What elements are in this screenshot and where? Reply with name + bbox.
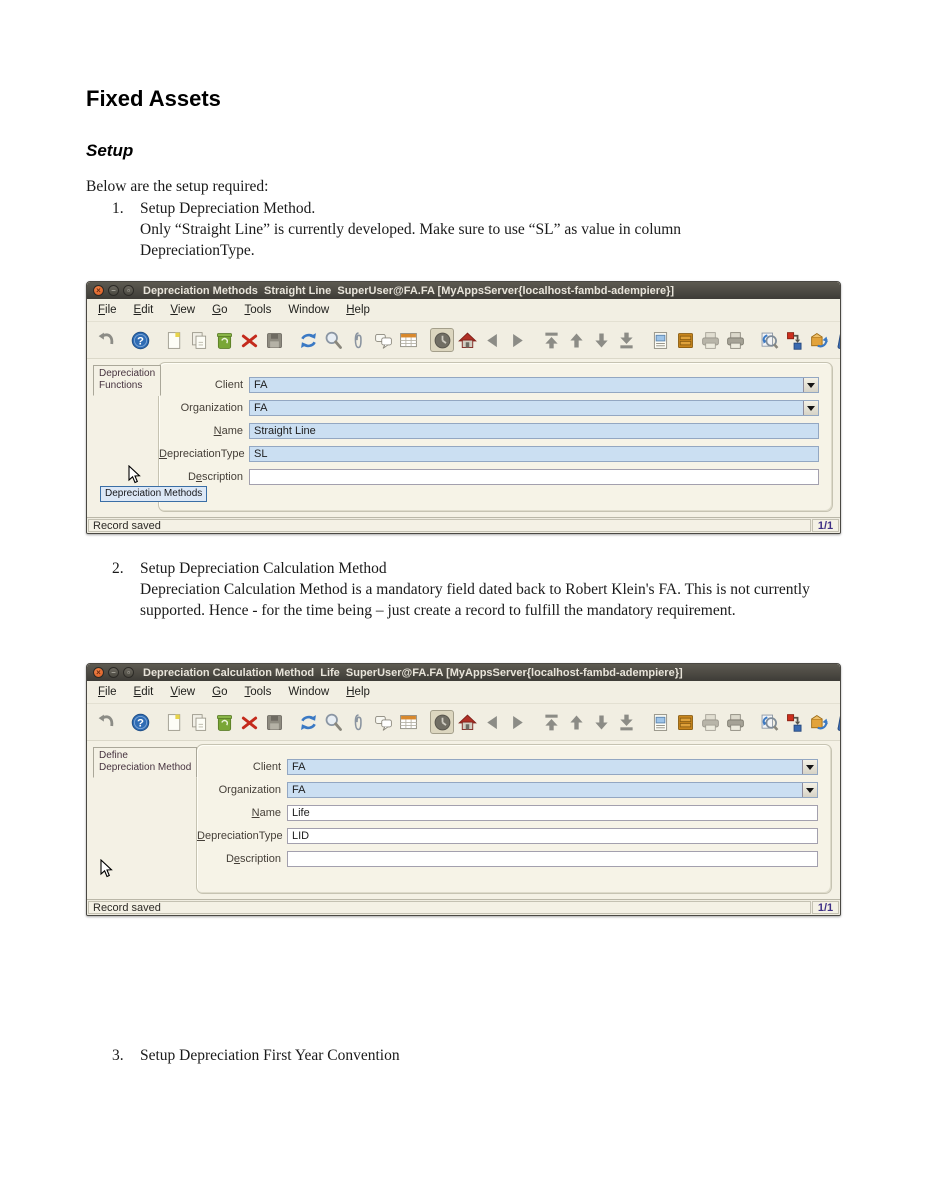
maximize-button[interactable]: ▫ <box>123 285 134 296</box>
record-indicator: 1/1 <box>812 519 839 532</box>
mouse-cursor <box>128 465 141 484</box>
chat-icon[interactable] <box>371 710 395 734</box>
field-row <box>159 376 832 393</box>
side-tab[interactable] <box>93 365 161 396</box>
request-icon[interactable] <box>807 710 831 734</box>
list-number: 3. <box>112 1047 124 1064</box>
attachment-icon[interactable] <box>346 710 370 734</box>
list-number: 1. <box>112 200 124 217</box>
menu-item-help[interactable]: Help <box>346 304 370 316</box>
window-title: Depreciation Calculation Method Life SuperUser@FA.FA [MyAppsServer{localhost-fambd-adempiere}] <box>143 666 683 679</box>
status-bar <box>87 517 840 533</box>
field-row <box>197 758 831 775</box>
maximize-button[interactable]: ▫ <box>123 667 134 678</box>
new-record-icon[interactable] <box>162 710 186 734</box>
save-icon[interactable] <box>262 328 286 352</box>
menu-item-go[interactable]: Go <box>212 686 228 698</box>
field-row <box>159 399 832 416</box>
form-panel <box>196 744 832 894</box>
window-title: Depreciation Methods Straight Line SuperUser@FA.FA [MyAppsServer{localhost-fambd-adempiere}] <box>143 284 675 297</box>
field-value: Straight Line <box>254 424 316 437</box>
field-input-depreciationtype[interactable] <box>287 828 818 844</box>
app-window-depreciation-methods <box>86 281 841 534</box>
parent-record-icon[interactable] <box>480 328 504 352</box>
field-input-depreciationtype[interactable] <box>249 446 819 462</box>
field-label-organization: Organization <box>218 783 281 796</box>
new-record-icon[interactable] <box>162 328 186 352</box>
copy-record-icon[interactable] <box>187 328 211 352</box>
last-record-icon[interactable] <box>614 710 638 734</box>
menu-item-file[interactable]: File <box>98 304 117 316</box>
record-indicator: 1/1 <box>812 901 839 914</box>
field-row <box>159 422 832 439</box>
list-item-1 <box>112 198 785 261</box>
field-value: FA <box>254 401 268 414</box>
window-main-area <box>87 740 840 899</box>
window-buttons <box>93 667 134 678</box>
list-item-2 <box>112 558 840 621</box>
dropdown-button[interactable] <box>802 783 817 797</box>
list-item-body: Only “Straight Line” is currently developed. Make sure to use “SL” as value in column DepreciationType. <box>140 221 682 259</box>
menu-item-edit[interactable]: Edit <box>133 686 154 698</box>
multi-row-toggle-icon[interactable] <box>430 328 454 352</box>
field-label-organization: Organization <box>180 401 243 414</box>
archive-icon[interactable] <box>673 328 697 352</box>
list-number: 2. <box>112 560 124 577</box>
field-label-name: Name <box>213 424 243 437</box>
find-icon[interactable] <box>321 710 345 734</box>
next-record-icon[interactable] <box>589 710 613 734</box>
undo-icon[interactable] <box>94 710 118 734</box>
close-button[interactable]: × <box>93 667 104 678</box>
menu-item-view[interactable]: View <box>170 304 196 316</box>
toolbar <box>87 322 840 358</box>
field-input-description[interactable] <box>287 851 818 867</box>
intro-text: Below are the setup required: <box>86 178 269 195</box>
menu-item-go[interactable]: Go <box>212 304 228 316</box>
find-icon[interactable] <box>321 328 345 352</box>
archive-icon[interactable] <box>673 710 697 734</box>
list-item-title: Setup Depreciation Calculation Method <box>140 560 387 577</box>
field-row <box>197 850 831 867</box>
menu-item-window[interactable]: Window <box>288 304 330 316</box>
field-input-organization[interactable] <box>249 400 819 416</box>
list-item-title: Setup Depreciation First Year Convention <box>140 1047 400 1064</box>
zoom-across-icon[interactable] <box>757 328 781 352</box>
dropdown-button[interactable] <box>803 378 818 392</box>
detail-record-icon[interactable] <box>505 328 529 352</box>
help-icon[interactable] <box>128 328 152 352</box>
refresh-icon[interactable] <box>296 710 320 734</box>
delete-record-icon[interactable] <box>212 328 236 352</box>
menu-item-edit[interactable]: Edit <box>133 304 154 316</box>
report-icon[interactable] <box>648 328 672 352</box>
first-record-icon[interactable] <box>539 710 563 734</box>
field-input-name[interactable] <box>287 805 818 821</box>
menubar <box>87 299 840 322</box>
form-panel <box>158 362 833 512</box>
field-label-name: Name <box>251 806 281 819</box>
grid-toggle-icon[interactable] <box>396 710 420 734</box>
delete-selection-icon[interactable] <box>237 710 261 734</box>
status-message: Record saved <box>88 901 811 914</box>
field-label-client: Client <box>252 760 281 773</box>
product-info-icon[interactable] <box>832 710 841 734</box>
copy-record-icon[interactable] <box>187 710 211 734</box>
window-titlebar <box>87 282 840 299</box>
menu-item-view[interactable]: View <box>170 686 196 698</box>
multi-row-toggle-icon[interactable] <box>430 710 454 734</box>
chat-icon[interactable] <box>371 328 395 352</box>
svg-text:?: ? <box>136 716 144 729</box>
menubar <box>87 681 840 704</box>
print-icon[interactable] <box>723 328 747 352</box>
side-tab-label: Depreciation <box>99 368 156 379</box>
delete-record-icon[interactable] <box>212 710 236 734</box>
field-label-description: Description <box>225 852 281 865</box>
detail-record-icon[interactable] <box>505 710 529 734</box>
field-input-description[interactable] <box>249 469 819 485</box>
grid-toggle-icon[interactable] <box>396 328 420 352</box>
home-icon[interactable] <box>455 328 479 352</box>
list-item-3 <box>112 1045 840 1066</box>
dropdown-button[interactable] <box>802 760 817 774</box>
list-item-title: Setup Depreciation Method. <box>140 200 316 217</box>
menu-item-tools[interactable]: Tools <box>244 686 272 698</box>
mouse-cursor <box>100 859 113 878</box>
request-icon[interactable] <box>807 328 831 352</box>
document-title: Fixed Assets <box>86 86 221 111</box>
save-icon[interactable] <box>262 710 286 734</box>
product-info-icon[interactable] <box>832 328 841 352</box>
side-tab-label: Depreciation Method <box>99 762 192 773</box>
home-icon[interactable] <box>455 710 479 734</box>
print-preview-icon[interactable] <box>698 710 722 734</box>
window-main-area <box>87 358 840 517</box>
field-label-client: Client <box>214 378 243 391</box>
dropdown-button[interactable] <box>803 401 818 415</box>
section-heading-setup: Setup <box>86 141 134 160</box>
field-value: Life <box>292 806 310 819</box>
minimize-button[interactable]: − <box>108 667 119 678</box>
window-titlebar <box>87 664 840 681</box>
report-icon[interactable] <box>648 710 672 734</box>
workflow-icon[interactable] <box>782 710 806 734</box>
field-input-organization[interactable] <box>287 782 818 798</box>
field-value: FA <box>292 783 306 796</box>
field-input-client[interactable] <box>249 377 819 393</box>
workflow-icon[interactable] <box>782 328 806 352</box>
menu-item-file[interactable]: File <box>98 686 117 698</box>
field-row <box>159 445 832 462</box>
status-message: Record saved <box>88 519 811 532</box>
menu-item-tools[interactable]: Tools <box>244 304 272 316</box>
next-record-icon[interactable] <box>589 328 613 352</box>
list-item-body: Depreciation Calculation Method is a mandatory field dated back to Robert Klein's FA. This is not currently supported. Hence - for the time being – just create a record to fulfill the mandatory requirement. <box>140 581 810 619</box>
side-tab[interactable] <box>93 747 197 778</box>
field-label-depreciationtype: DepreciationType <box>197 829 283 842</box>
field-value: FA <box>254 378 268 391</box>
side-tab-label: Define <box>99 750 128 761</box>
previous-record-icon[interactable] <box>564 710 588 734</box>
field-input-name[interactable] <box>249 423 819 439</box>
window-buttons <box>93 285 134 296</box>
field-row <box>197 827 831 844</box>
field-label-depreciationtype: DepreciationType <box>159 447 245 460</box>
print-icon[interactable] <box>723 710 747 734</box>
svg-text:?: ? <box>136 334 144 347</box>
field-value: SL <box>254 447 268 460</box>
tooltip: Depreciation Methods <box>100 486 207 502</box>
first-record-icon[interactable] <box>539 328 563 352</box>
field-label-description: Description <box>187 470 243 483</box>
app-window-depreciation-calculation-method <box>86 663 841 916</box>
status-bar <box>87 899 840 915</box>
field-input-client[interactable] <box>287 759 818 775</box>
previous-record-icon[interactable] <box>564 328 588 352</box>
menu-item-help[interactable]: Help <box>346 686 370 698</box>
side-tab-label: Functions <box>99 380 143 391</box>
field-value: FA <box>292 760 306 773</box>
refresh-icon[interactable] <box>296 328 320 352</box>
field-value: LID <box>292 829 310 842</box>
field-row <box>197 804 831 821</box>
minimize-button[interactable]: − <box>108 285 119 296</box>
print-preview-icon[interactable] <box>698 328 722 352</box>
field-row <box>159 468 832 485</box>
delete-selection-icon[interactable] <box>237 328 261 352</box>
zoom-across-icon[interactable] <box>757 710 781 734</box>
attachment-icon[interactable] <box>346 328 370 352</box>
close-button[interactable]: × <box>93 285 104 296</box>
field-row <box>197 781 831 798</box>
toolbar <box>87 704 840 740</box>
menu-item-window[interactable]: Window <box>288 686 330 698</box>
help-icon[interactable] <box>128 710 152 734</box>
undo-icon[interactable] <box>94 328 118 352</box>
last-record-icon[interactable] <box>614 328 638 352</box>
parent-record-icon[interactable] <box>480 710 504 734</box>
